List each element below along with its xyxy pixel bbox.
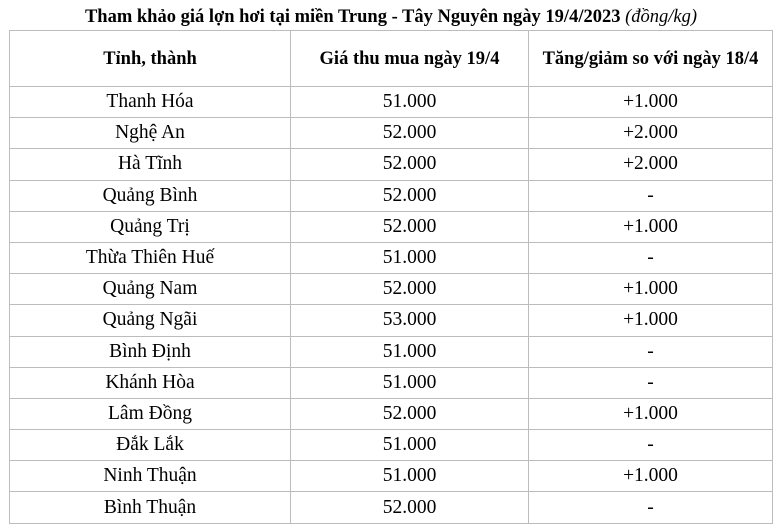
cell-change: +1.000	[529, 305, 773, 336]
cell-province: Bình Định	[10, 336, 291, 367]
cell-price: 51.000	[291, 367, 529, 398]
cell-province: Ninh Thuận	[10, 461, 291, 492]
cell-province: Quảng Bình	[10, 180, 291, 211]
cell-province: Đắk Lắk	[10, 430, 291, 461]
cell-change: -	[529, 242, 773, 273]
table-row	[10, 492, 773, 523]
title-unit: (đồng/kg)	[625, 7, 698, 27]
header-province: Tỉnh, thành	[10, 31, 291, 87]
cell-change: +2.000	[529, 118, 773, 149]
cell-price: 52.000	[291, 149, 529, 180]
cell-province: Quảng Trị	[10, 211, 291, 242]
table-row	[10, 211, 773, 242]
cell-change: -	[529, 336, 773, 367]
table-title	[0, 4, 782, 30]
table-row	[10, 274, 773, 305]
table-row	[10, 461, 773, 492]
cell-price: 51.000	[291, 336, 529, 367]
cell-change: +1.000	[529, 274, 773, 305]
cell-change: +1.000	[529, 87, 773, 118]
cell-change: -	[529, 492, 773, 523]
table-row	[10, 398, 773, 429]
cell-price: 52.000	[291, 211, 529, 242]
table-row	[10, 242, 773, 273]
table-row	[10, 305, 773, 336]
table-row	[10, 180, 773, 211]
header-row	[10, 31, 773, 87]
cell-change: -	[529, 430, 773, 461]
header-change: Tăng/giảm so với ngày 18/4	[529, 31, 773, 87]
table-row	[10, 430, 773, 461]
cell-province: Bình Thuận	[10, 492, 291, 523]
cell-price: 51.000	[291, 430, 529, 461]
table-row	[10, 149, 773, 180]
cell-price: 52.000	[291, 180, 529, 211]
cell-province: Nghệ An	[10, 118, 291, 149]
cell-change: +2.000	[529, 149, 773, 180]
table-row	[10, 118, 773, 149]
cell-change: +1.000	[529, 211, 773, 242]
cell-price: 51.000	[291, 87, 529, 118]
header-price: Giá thu mua ngày 19/4	[291, 31, 529, 87]
cell-price: 52.000	[291, 398, 529, 429]
cell-price: 53.000	[291, 305, 529, 336]
cell-price: 51.000	[291, 242, 529, 273]
cell-province: Thanh Hóa	[10, 87, 291, 118]
title-text: Tham khảo giá lợn hơi tại miền Trung - Tây Nguyên ngày 19/4/2023	[84, 7, 621, 27]
cell-change: +1.000	[529, 461, 773, 492]
price-table	[9, 30, 773, 524]
cell-province: Lâm Đồng	[10, 398, 291, 429]
cell-province: Quảng Ngãi	[10, 305, 291, 336]
cell-province: Quảng Nam	[10, 274, 291, 305]
table-row	[10, 87, 773, 118]
cell-price: 52.000	[291, 492, 529, 523]
table-row	[10, 367, 773, 398]
cell-province: Khánh Hòa	[10, 367, 291, 398]
cell-change: -	[529, 367, 773, 398]
table-row	[10, 336, 773, 367]
cell-price: 52.000	[291, 118, 529, 149]
cell-province: Thừa Thiên Huế	[10, 242, 291, 273]
cell-change: +1.000	[529, 398, 773, 429]
cell-price: 51.000	[291, 461, 529, 492]
cell-price: 52.000	[291, 274, 529, 305]
cell-province: Hà Tĩnh	[10, 149, 291, 180]
cell-change: -	[529, 180, 773, 211]
